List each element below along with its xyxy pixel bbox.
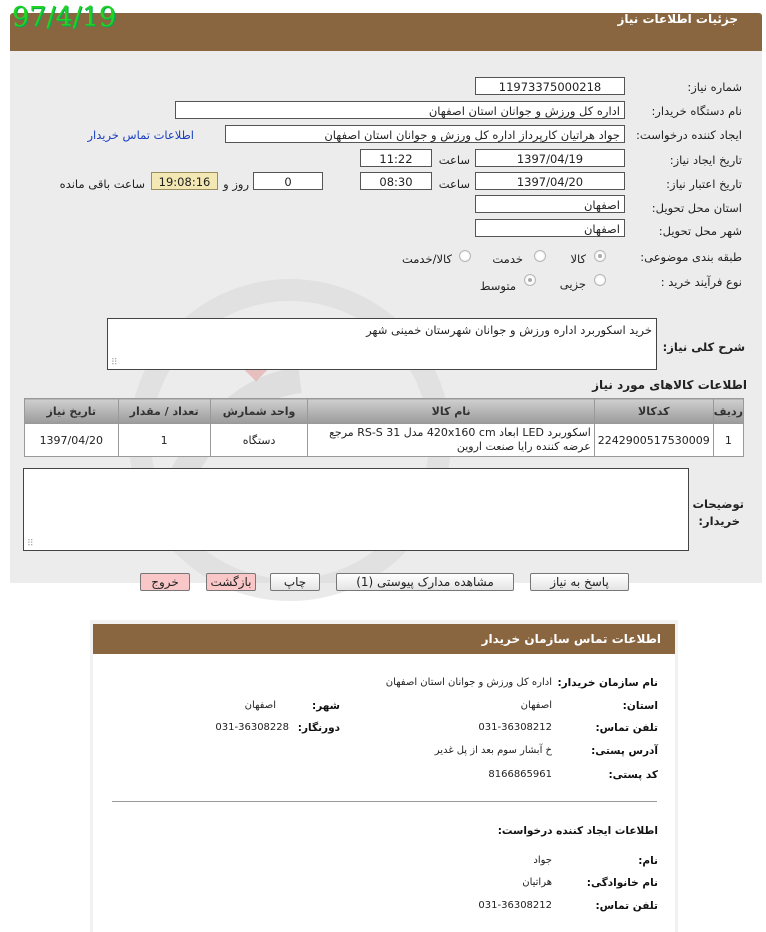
valid-time-label: ساعت <box>438 177 470 191</box>
contact-province-label: استان: <box>622 700 658 712</box>
days-label: روز و <box>223 177 249 191</box>
creator-phone-label: تلفن تماس: <box>595 900 658 912</box>
cell-unit: دستگاه <box>210 424 308 457</box>
buyer-notes-label-2: خریدار: <box>698 514 740 528</box>
buyer-notes-label-1: توضیحات <box>692 497 744 511</box>
col-row: ردیف <box>713 399 743 424</box>
city-label: شهر محل تحویل: <box>658 224 742 238</box>
remaining-time-field: 19:08:16 <box>151 172 218 190</box>
goods-table <box>24 398 744 457</box>
creator-title: اطلاعات ایجاد کننده درخواست: <box>497 825 658 837</box>
cell-name-line2: عرضه کننده رایا صنعت اروین <box>456 440 591 453</box>
category-goods-label: کالا <box>570 252 586 266</box>
contact-title: اطلاعات تماس سازمان خریدار <box>481 632 661 646</box>
buyer-contact-link[interactable]: اطلاعات تماس خریدار <box>87 128 194 142</box>
creator-family-label: نام خانوادگی: <box>586 877 658 889</box>
contact-province-value: اصفهان <box>520 700 552 711</box>
goods-section-title: اطلاعات کالاهای مورد نیاز <box>592 378 747 392</box>
resize-grip-icon[interactable]: ⠿ <box>27 539 34 549</box>
contact-phone-label: تلفن تماس: <box>595 722 658 734</box>
reply-button[interactable]: پاسخ به نیاز <box>530 573 629 591</box>
contact-postal-value: 8166865961 <box>488 769 552 780</box>
date-stamp: 97/4/19 <box>12 2 117 33</box>
province-field: اصفهان <box>475 195 625 213</box>
process-minor-radio[interactable] <box>594 274 606 286</box>
attachments-button[interactable]: مشاهده مدارک پیوستی (1) <box>336 573 514 591</box>
contact-org-value: اداره کل ورزش و جوانان استان اصفهان <box>385 677 552 688</box>
process-minor-label: جزیی <box>559 277 586 291</box>
requester-field: جواد هراتیان کارپرداز اداره کل ورزش و جوانان استان اصفهان <box>225 125 625 143</box>
contact-org-label: نام سازمان خریدار: <box>557 677 658 689</box>
summary-textarea[interactable] <box>107 318 657 370</box>
contact-city-value: اصفهان <box>244 700 276 711</box>
need-number-field: 1197337500021‌8 <box>475 77 625 95</box>
contact-divider <box>112 801 657 802</box>
exit-button[interactable]: خروج <box>140 573 190 591</box>
cell-row: 1 <box>713 424 743 457</box>
creator-family-value: هراتیان <box>522 877 552 888</box>
cell-qty: 1 <box>118 424 210 457</box>
goods-table-header <box>25 399 744 424</box>
table-row <box>25 424 744 457</box>
creator-name-value: جواد <box>533 855 552 866</box>
page-title: جزئیات اطلاعات نیاز <box>617 12 738 26</box>
created-time-field: 11:22 <box>360 149 432 167</box>
created-date-label: تاریخ ایجاد نیاز: <box>669 153 742 167</box>
category-goods-service-radio[interactable] <box>459 250 471 262</box>
valid-time-field: 08:30 <box>360 172 432 190</box>
contact-postal-label: کد پستی: <box>608 769 658 781</box>
buyer-org-label: نام دستگاه خریدار: <box>651 104 742 118</box>
cell-name-line1: اسکوربرد LED ابعاد 420x160 cm مدل RS-S 31 مرجع <box>329 426 591 439</box>
days-field: 0 <box>253 172 323 190</box>
process-medium-label: متوسط <box>479 279 516 293</box>
summary-text: خرید اسکوربرد اداره ورزش و جوانان شهرستان خمینی شهر <box>366 323 652 337</box>
created-time-label: ساعت <box>438 153 470 167</box>
contact-fax-label: دورنگار: <box>297 722 340 734</box>
category-service-radio[interactable] <box>534 250 546 262</box>
need-number-label: شماره نیاز: <box>687 80 742 94</box>
cell-date: 1397/04/20 <box>25 424 119 457</box>
back-button[interactable]: بازگشت <box>206 573 256 591</box>
buyer-notes-textarea[interactable] <box>23 468 689 551</box>
contact-body <box>93 654 675 932</box>
col-code: کدکالا <box>594 399 713 424</box>
process-label: نوع فرآیند خرید : <box>660 275 742 289</box>
cell-name <box>308 424 594 457</box>
contact-address-value: خ آبشار سوم بعد از پل غدیر <box>434 745 552 756</box>
category-goods-radio[interactable] <box>594 250 606 262</box>
cell-code: 2242900517530009 <box>594 424 713 457</box>
category-label: طبقه بندی موضوعی: <box>640 250 742 264</box>
col-qty: تعداد / مقدار <box>118 399 210 424</box>
contact-phone-value: 031-36308212 <box>478 722 552 733</box>
city-field: اصفهان <box>475 219 625 237</box>
col-unit: واحد شمارش <box>210 399 308 424</box>
province-label: استان محل تحویل: <box>651 201 742 215</box>
summary-label: شرح کلی نیاز: <box>662 340 745 354</box>
category-service-label: خدمت <box>492 252 523 266</box>
col-date: تاریخ نیاز <box>25 399 119 424</box>
resize-grip-icon[interactable]: ⠿ <box>111 358 118 368</box>
created-date-field: 1397/04/19 <box>475 149 625 167</box>
valid-date-field: 1397/04/20 <box>475 172 625 190</box>
col-name: نام کالا <box>308 399 594 424</box>
requester-label: ایجاد کننده درخواست: <box>636 128 742 142</box>
buyer-org-field: اداره کل ورزش و جوانان استان اصفهان <box>175 101 625 119</box>
valid-date-label: تاریخ اعتبار نیاز: <box>666 177 742 191</box>
contact-city-label: شهر: <box>312 700 340 712</box>
creator-name-label: نام: <box>638 855 658 867</box>
creator-phone-value: 031-36308212 <box>478 900 552 911</box>
contact-header <box>93 624 675 654</box>
category-goods-service-label: کالا/خدمت <box>401 252 452 266</box>
print-button[interactable]: چاپ <box>270 573 320 591</box>
contact-address-label: آدرس پستی: <box>591 745 658 757</box>
remaining-label: ساعت باقی مانده <box>59 177 145 191</box>
contact-fax-value: 031-36308228 <box>215 722 289 733</box>
process-medium-radio[interactable] <box>524 274 536 286</box>
